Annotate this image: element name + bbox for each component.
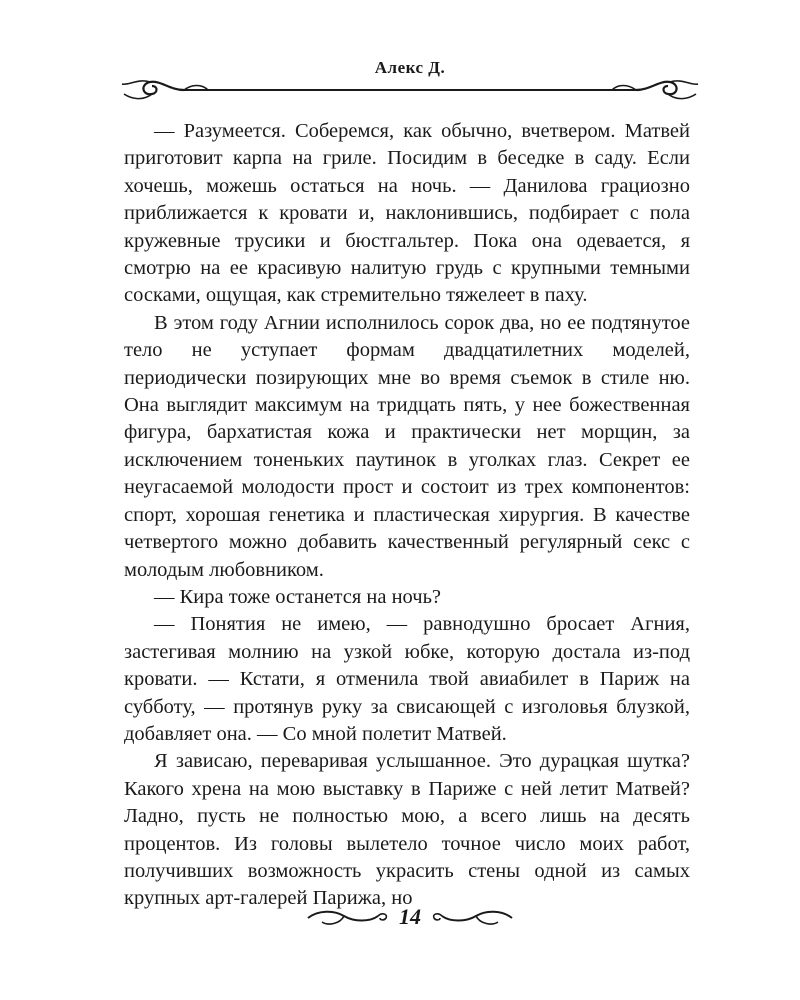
paragraph: — Кира тоже останется на ночь? <box>154 585 442 608</box>
paragraph: В этом году Агнии исполнилось сорок два, но ее подтянутое тело не уступает формам двадцатилетних моделей, периодически позирующих мне во время съемок в стиле ню. Она выглядит максимум на тридцать пять, у нее божественная фигура, бархатистая кожа и практически нет морщин, за исключением тоненьких паутинок в уголках глаз. Секрет ее неугасаемой молодости прост и состоит из трех компонентов: спорт, хорошая генетика и пластическая хирургия. В качестве четвертого можно добавить качественный регулярный секс с молодым любовником. <box>124 311 690 581</box>
paragraph: Я зависаю, переваривая услышанное. Это дурацкая шутка? Какого хрена на мою выставку в Париже с ней летит Матвей? Ладно, пусть не полностью мою, а всего лишь на десять процентов. Из головы вылетело точное число моих работ, получивших возможность украсить стены одной из самых крупных арт-галерей Парижа, но <box>124 750 690 910</box>
author-name: Алекс Д. <box>374 58 446 77</box>
main-text <box>124 118 690 913</box>
header-ornament-icon <box>120 72 700 108</box>
paragraph: — Понятия не имею, — равнодушно бросает Агния, застегивая молнию на узкой юбке, которую достала из-под кровати. — Кстати, я отменила твой авиабилет в Париж на субботу, — протянув руку за свисающей с изголовья блузкой, добавляет она. — Со мной полетит Матвей. <box>124 613 690 745</box>
page-footer <box>300 900 520 940</box>
running-header <box>120 58 700 108</box>
page-number: 14 <box>399 904 421 929</box>
paragraph: — Разумеется. Соберемся, как обычно, вчетвером. Матвей приготовит карпа на гриле. Посидим в беседке в саду. Если хочешь, можешь остаться на ночь. — Данилова грациозно приближается к кровати и, наклонившись, подбирает с пола кружевные трусики и бюстгальтер. Пока она одевается, я смотрю на ее красивую налитую грудь с крупными темными сосками, ощущая, как стремительно тяжелеет в паху. <box>124 120 690 307</box>
